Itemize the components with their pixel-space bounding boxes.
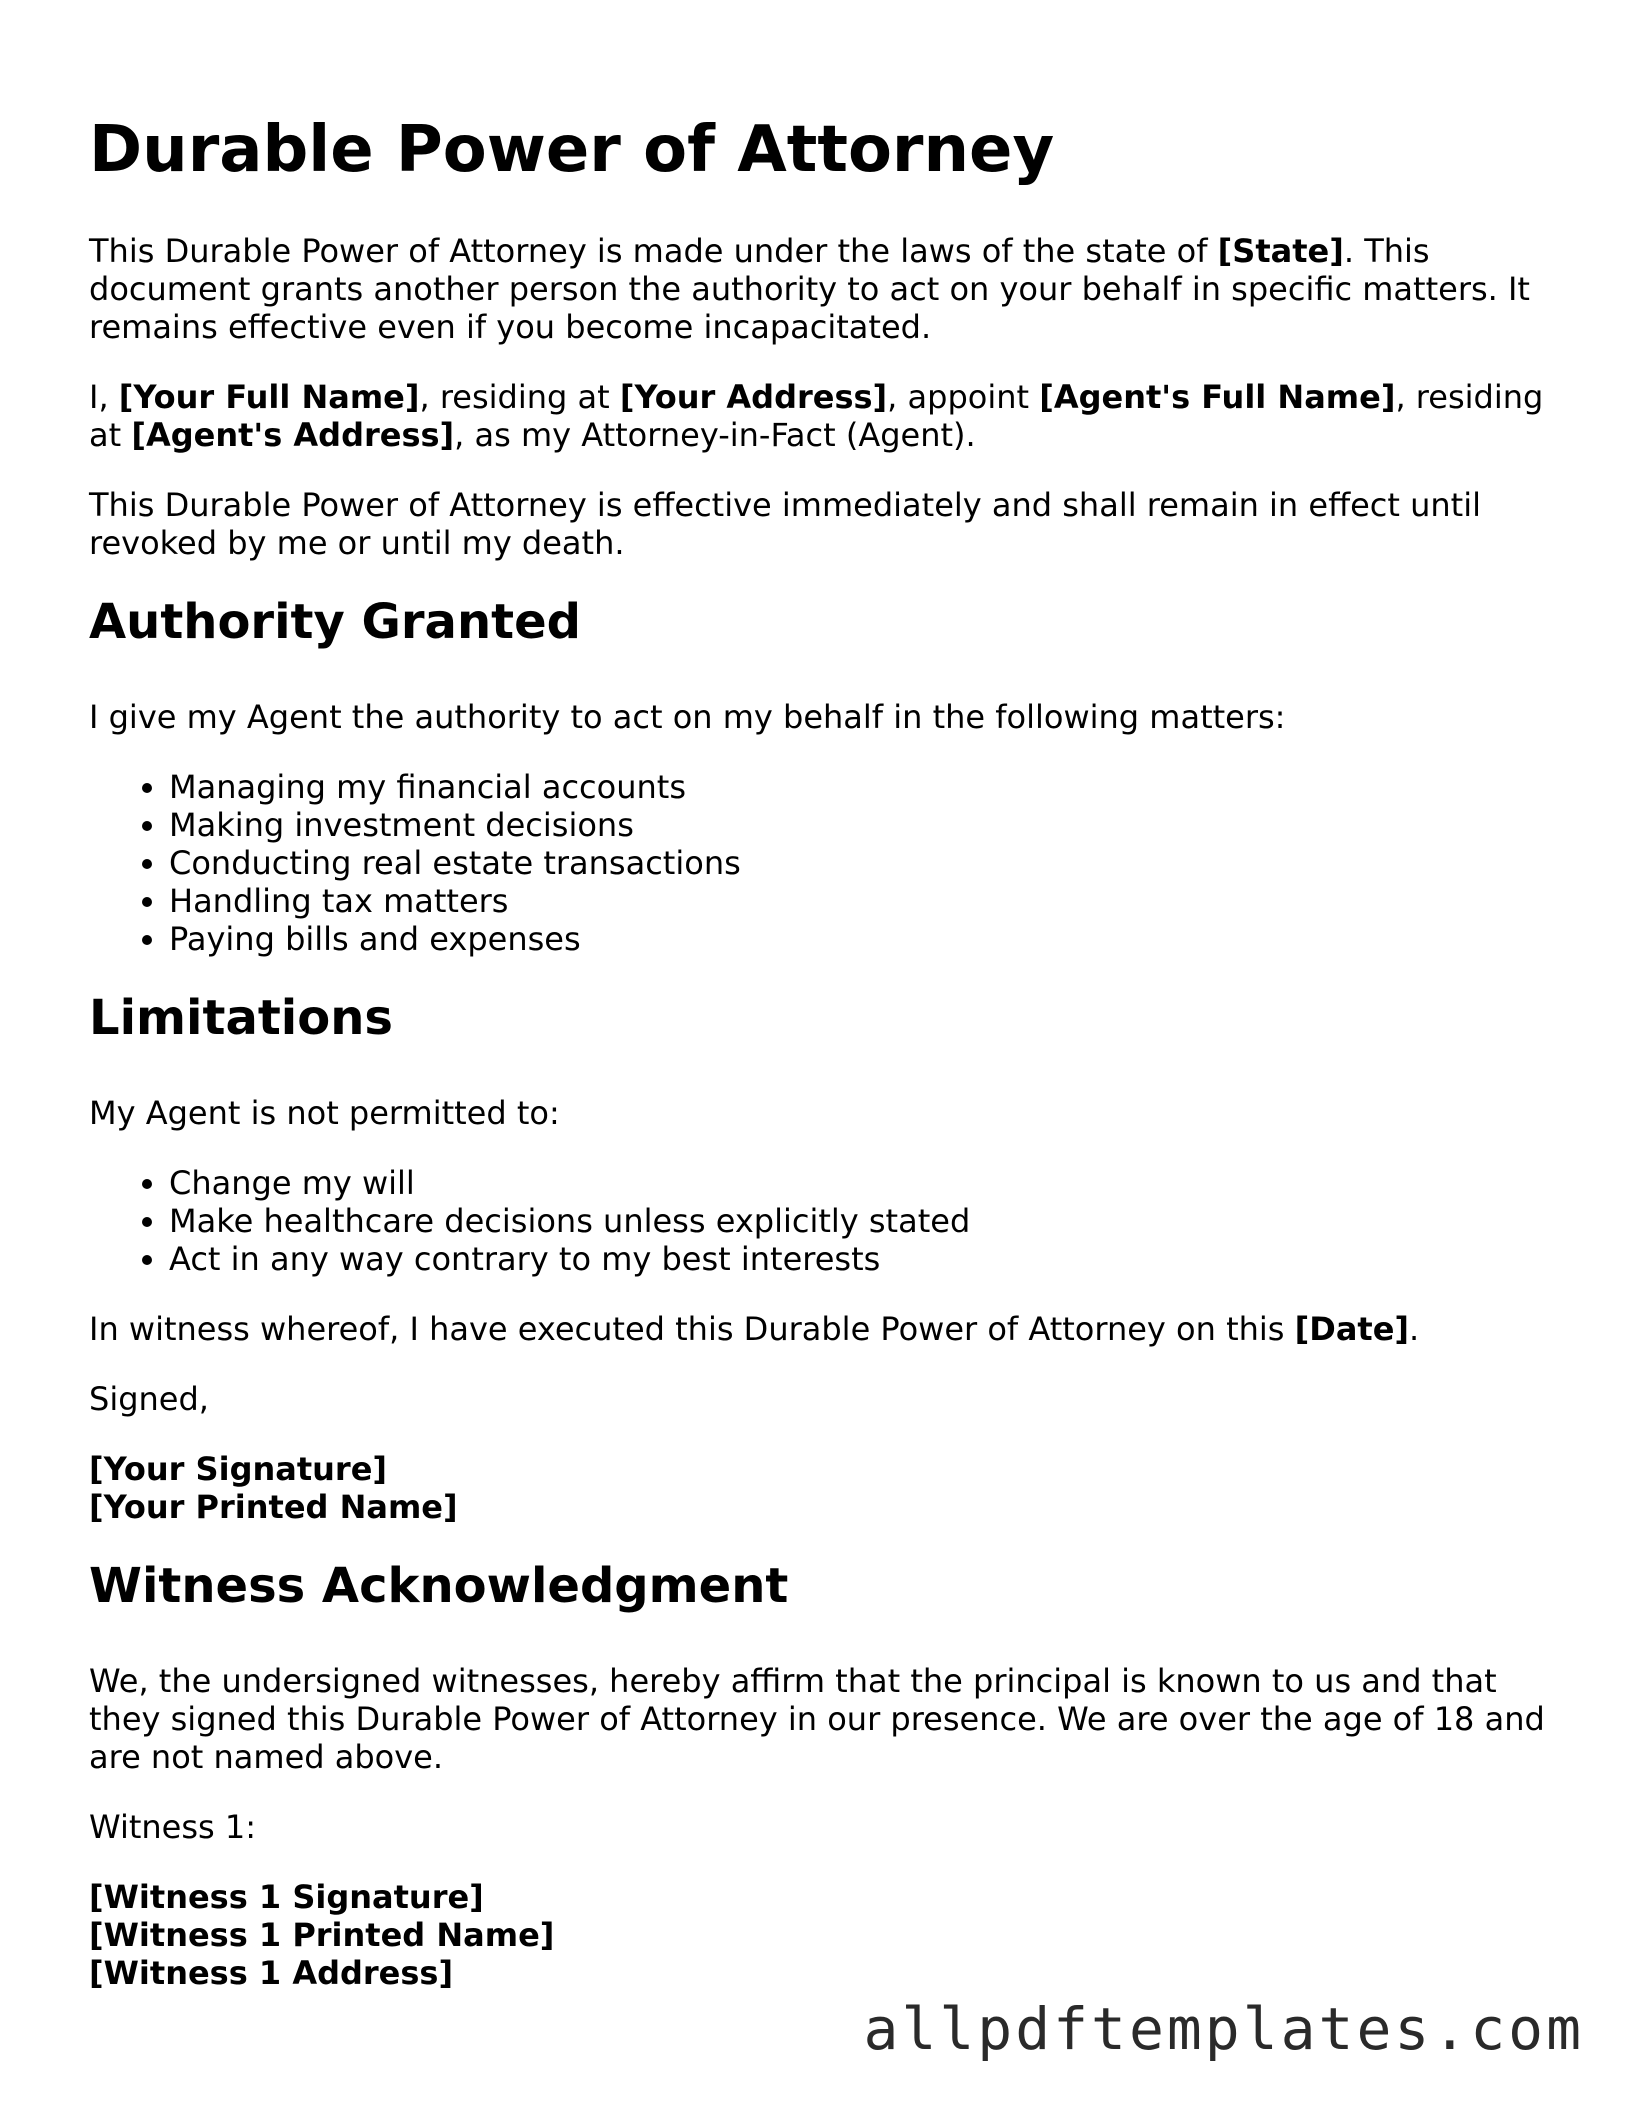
witness-ack-heading: Witness Acknowledgment xyxy=(89,1558,789,1614)
document-title: Durable Power of Attorney xyxy=(89,113,1055,187)
limitations-heading: Limitations xyxy=(89,990,393,1046)
witness1-block xyxy=(89,1878,1551,1992)
list-item: • Managing my financial accounts xyxy=(169,768,1551,806)
witness1-label: Witness 1: xyxy=(89,1808,256,1846)
witness1-address-placeholder: [Witness 1 Address] xyxy=(89,1954,454,1992)
agent-name-placeholder: [Agent's Full Name] xyxy=(1039,378,1396,416)
watermark: allpdftemplates.com xyxy=(863,1995,1584,2063)
intro-paragraph: This Durable Power of Attorney is made under the laws of the state of [State]. This document grants another person the authority to act on your behalf in specific matters. It remains effective even if you become incapacitated. xyxy=(89,232,1530,346)
date-placeholder: [Date] xyxy=(1294,1310,1410,1348)
principal-name-placeholder: [Your Full Name] xyxy=(118,378,420,416)
list-item: • Handling tax matters xyxy=(169,882,1551,920)
authority-intro: I give my Agent the authority to act on my behalf in the following matters: xyxy=(89,698,1286,736)
list-item: • Paying bills and expenses xyxy=(169,920,1551,958)
list-item: • Make healthcare decisions unless explicitly stated xyxy=(169,1202,1551,1240)
document xyxy=(89,112,1551,2024)
signature-placeholder: [Your Signature] xyxy=(89,1450,388,1488)
signature-block xyxy=(89,1450,1551,1526)
authority-heading: Authority Granted xyxy=(89,594,581,650)
list-item: • Change my will xyxy=(169,1164,1551,1202)
list-item: • Act in any way contrary to my best interests xyxy=(169,1240,1551,1278)
appointment-paragraph: I, [Your Full Name], residing at [Your Address], appoint [Agent's Full Name], residing at [Agent's Address], as my Attorney-in-Fact (Agent). xyxy=(89,378,1544,454)
authority-list xyxy=(89,768,1551,958)
printed-name-placeholder: [Your Printed Name] xyxy=(89,1488,458,1526)
list-item: • Conducting real estate transactions xyxy=(169,844,1551,882)
principal-address-placeholder: [Your Address] xyxy=(619,378,888,416)
agent-address-placeholder: [Agent's Address] xyxy=(131,416,455,454)
limitations-intro: My Agent is not permitted to: xyxy=(89,1094,560,1132)
state-placeholder: [State] xyxy=(1217,232,1344,270)
witness1-signature-placeholder: [Witness 1 Signature] xyxy=(89,1878,484,1916)
witness1-printed-name-placeholder: [Witness 1 Printed Name] xyxy=(89,1916,555,1954)
list-item: • Making investment decisions xyxy=(169,806,1551,844)
effective-paragraph: This Durable Power of Attorney is effective immediately and shall remain in effect until revoked by me or until my death. xyxy=(89,486,1481,562)
witness-clause: In witness whereof, I have executed this Durable Power of Attorney on this [Date]. xyxy=(89,1310,1420,1348)
limitations-list xyxy=(89,1164,1551,1278)
witness-ack-text: We, the undersigned witnesses, hereby affirm that the principal is known to us and that they signed this Durable Power of Attorney in our presence. We are over the age of 18 and are not named above. xyxy=(89,1662,1545,1776)
signed-label: Signed, xyxy=(89,1380,209,1418)
